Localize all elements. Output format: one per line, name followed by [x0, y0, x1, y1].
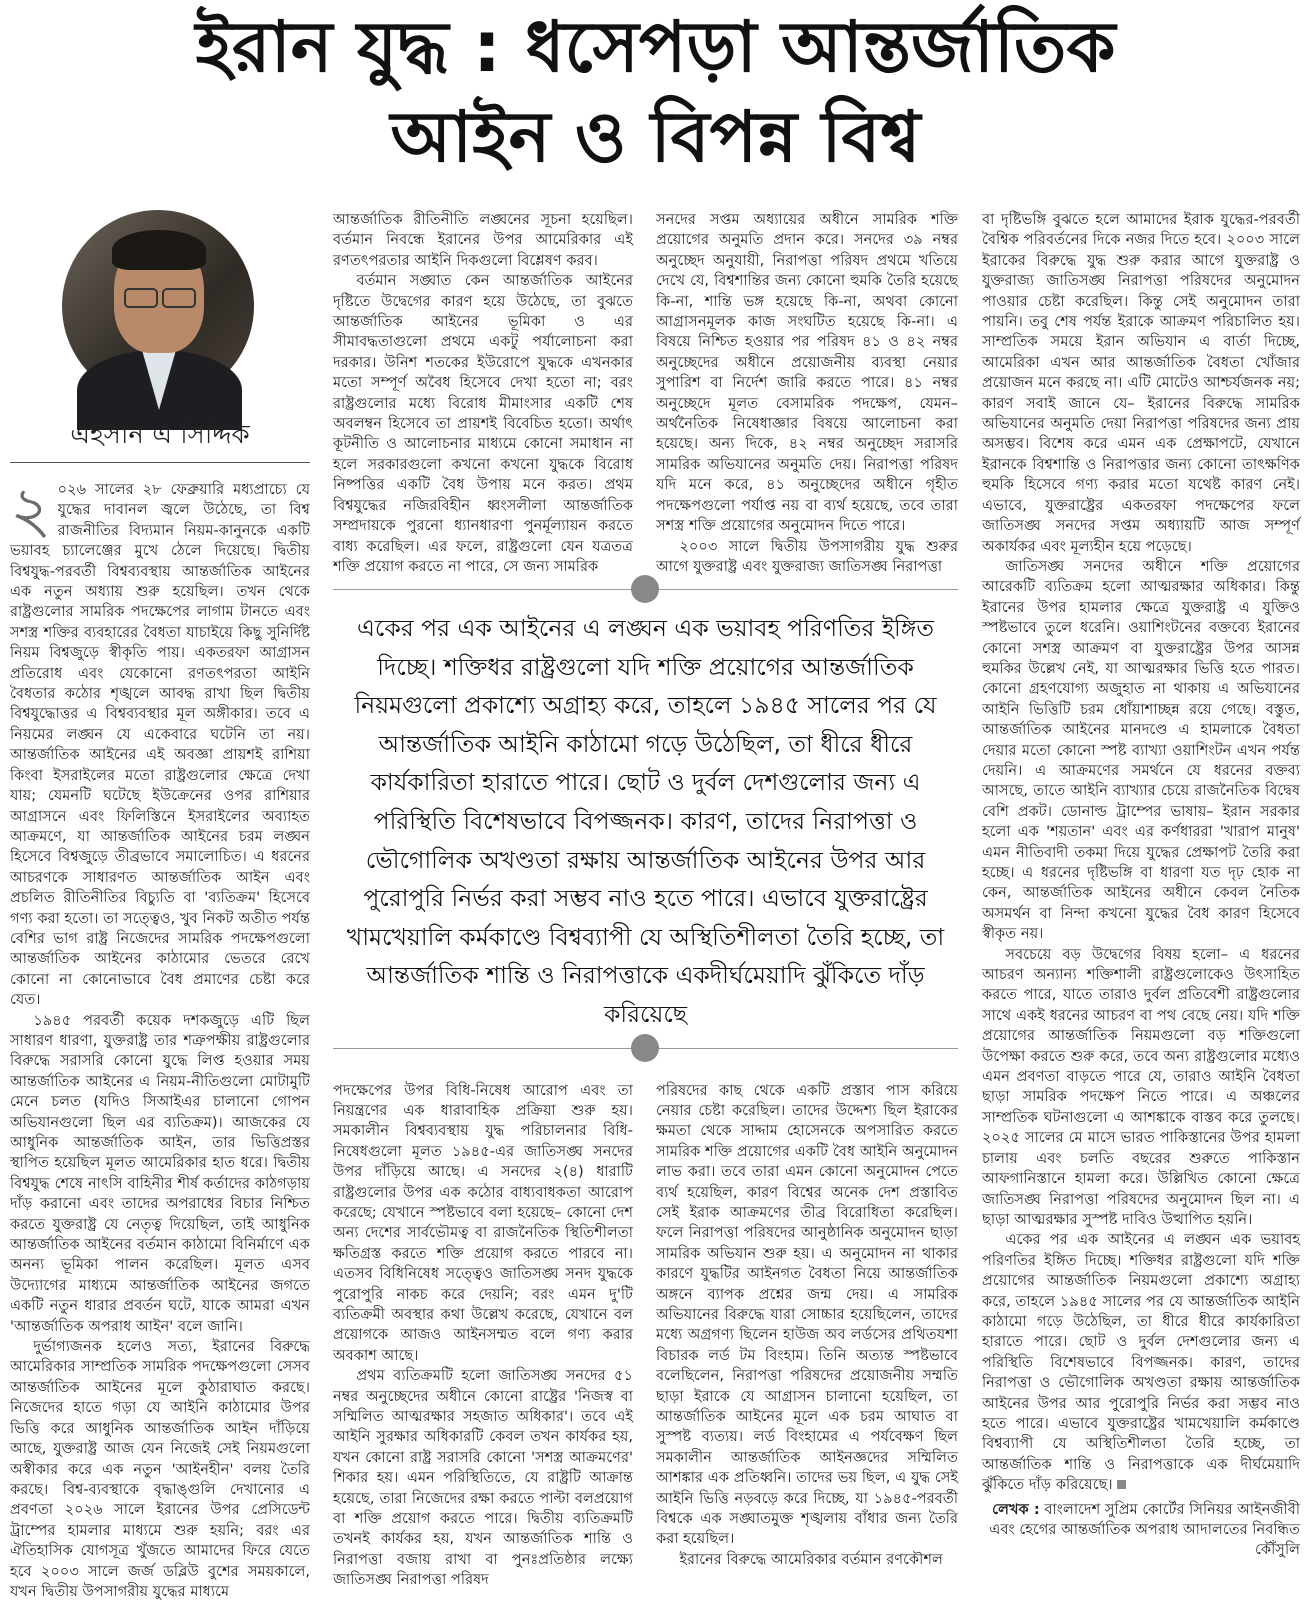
column-3-bottom	[656, 1081, 958, 1571]
glasses-left-icon	[124, 288, 158, 308]
middle-columns	[333, 210, 958, 1589]
paragraph: ১৯৪৫ পরবর্তী কয়েক দশকজুড়ে এটি ছিল সাধারণ ধারণা, যুক্তরাষ্ট্র তার শত্রুপক্ষীয় রাষ্ট্রগুলোর বিরুদ্ধে সরাসরি কোনো যুদ্ধে লিপ্ত হওয়ার সময় আন্তর্জাতিক আইনের এ নিয়ম-নীতিগুলো মোটামুটি মেনে চলত (যদিও সিআইএর চালানো গোপন অভিযানগুলো ছিল এর ব্যতিক্রম)। আজকের যে আধুনিক আন্তর্জাতিক আইন, তার ভিত্তিপ্রস্তর স্থাপিত হয়েছিল মূলত আমেরিকার হাত ধরে। দ্বিতীয় বিশ্বযুদ্ধ শেষে নাৎসি বাহিনীর শীর্ষ কর্তাদের কাঠগড়ায় দাঁড় করানো এবং তাদের অপরাধের বিচার নিশ্চিত করতে যুক্তরাষ্ট্র যে নেতৃত্ব দিয়েছিল, তাই আধুনিক আন্তর্জাতিক আইনের বর্তমান কাঠামো বিনির্মাণে এক অনন্য ভূমিকা পালন করেছিল। মূলত এসব উদ্যোগের মাধ্যমে আন্তর্জাতিক আইনের জগতে একটি নতুন ধারার প্রবর্তন ঘটে, যাকে আমরা এখন 'আন্তর্জাতিক অপরাধ আইন' বলে জানি।	[10, 1011, 310, 1335]
paragraph: সনদের সপ্তম অধ্যায়ের অধীনে সামরিক শক্তি প্রয়োগের অনুমতি প্রদান করে। সনদের ৩৯ নম্বর অনুচ্ছেদ অনুযায়ী, নিরাপত্তা পরিষদ প্রথমে খতিয়ে দেখে যে, বিশ্বশান্তির জন্য কোনো হুমকি তৈরি হয়েছে কি-না, শান্তি ভঙ্গ হয়েছে কি-না, অথবা কোনো আগ্রাসনমূলক কাজ সংঘটিত হয়েছে কি-না। এ বিষয়ে নিশ্চিত হওয়ার পর পরিষদ ৪১ ও ৪২ নম্বর অনুচ্ছেদের অধীনে প্রয়োজনীয় ব্যবস্থা নেয়ার সুপারিশ বা নির্দেশ জারি করতে পারে। ৪১ নম্বর অনুচ্ছেদে মূলত বেসামরিক পদক্ষেপ, যেমন– অর্থনৈতিক নিষেধাজ্ঞার বিষয়ে আলোচনা করা হয়েছে। অন্য দিকে, ৪২ নম্বর অনুচ্ছেদ সরাসরি সামরিক অভিযানের অনুমতি দেয়। নিরাপত্তা পরিষদ যদি মনে করে, ৪১ অনুচ্ছেদের অধীনে গৃহীত পদক্ষেপগুলো পর্যাপ্ত নয় বা ব্যর্থ হয়েছে, তবে তারা সশস্ত্র শক্তি প্রয়োগের অনুমোদন দিতে পারে।	[656, 211, 958, 535]
pull-quote-bottom-dot-icon	[631, 1034, 659, 1062]
article-body	[0, 200, 1311, 1600]
headline-line-1: ইরান যুদ্ধ : ধসেপড়া আন্তর্জাতিক	[195, 6, 1116, 88]
author-byline: এহসান এ সিদ্দিক	[70, 420, 250, 450]
pull-quote-text: একের পর এক আইনের এ লঙ্ঘন এক ভয়াবহ পরিণতির ইঙ্গিত দিচ্ছে। শক্তিধর রাষ্ট্রগুলো যদি শক্তি প্রয়োগের আন্তর্জাতিক নিয়মগুলো প্রকাশ্যে অগ্রাহ্য করে, তাহলে ১৯৪৫ সালের পর যে আন্তর্জাতিক আইনি কাঠামো গড়ে উঠেছিল, তা ধীরে ধীরে কার্যকারিতা হারাতে পারে। ছোট ও দুর্বল দেশগুলোর জন্য এ পরিস্থিতি বিশেষভাবে বিপজ্জনক। কারণ, তাদের নিরাপত্তা ও ভৌগোলিক অখণ্ডতা রক্ষায় আন্তর্জাতিক আইনের উপর আর পুরোপুরি নির্ভর করা সম্ভব নাও হতে পারে। এভাবে যুক্তরাষ্ট্রের খামখেয়ালি কর্মকাণ্ডে বিশ্বব্যাপী যে অস্থিতিশীলতা তৈরি হচ্ছে, তা আন্তর্জাতিক শান্তি ও নিরাপত্তাকে একদীর্ঘমেয়াদি ঝুঁকিতে দাঁড় করিয়েছে	[346, 614, 945, 1028]
author-photo	[62, 210, 254, 402]
headline	[0, 0, 1311, 200]
paragraph: সবচেয়ে বড় উদ্বেগের বিষয় হলো– এ ধরনের আচরণ অন্যান্য শক্তিশালী রাষ্ট্রগুলোকেও উৎসাহিত করতে পারে, যাতে তারাও দুর্বল প্রতিবেশী রাষ্ট্রগুলোর সাথে একই ধরনের আচরণ বা পথ বেছে নেয়। যদি শক্তি প্রয়োগের আন্তর্জাতিক নিয়মগুলো বড় শক্তিগুলো উপেক্ষা করতে শুরু করে, তবে অন্য রাষ্ট্রগুলোর মধ্যেও এমন প্রবণতা বাড়তে পারে যে, তারাও আইনি বৈধতা ছাড়া সামরিক পদক্ষেপ নিতে পারে। এ অঞ্চলের সাম্প্রতিক ঘটনাগুলো এ আশঙ্কাকে বাস্তব করে তুলছে। ২০২৫ সালের মে মাসে ভারত পাকিস্তানের উপর হামলা চালায় এবং চলতি বছরের শুরুতে পাকিস্তান আফগানিস্তানে হামলা করে। উল্লিখিত কোনো ক্ষেত্রে জাতিসঙ্ঘ নিরাপত্তা পরিষদের অনুমোদন ছিল না। এ ছাড়া আত্মরক্ষার সুস্পষ্ট দাবিও উত্থাপিত হয়নি।	[982, 945, 1300, 1228]
column-2-top	[333, 210, 633, 575]
column-2-bottom	[333, 1081, 633, 1589]
glasses-right-icon	[162, 288, 196, 308]
column-3-top	[656, 210, 958, 575]
paragraph: পদক্ষেপের উপর বিধি-নিষেধ আরোপ এবং তা নিয়ন্ত্রণের এক ধারাবাহিক প্রক্রিয়া শুরু হয়। সমকালীন বিশ্বব্যবস্থায় যুদ্ধ পরিচালনার বিধি-নিষেধগুলো মূলত ১৯৪৫-এর জাতিসঙ্ঘ সনদের উপর দাঁড়িয়ে আছে। এ সনদের ২(৪) ধারাটি রাষ্ট্রগুলোর উপর এক কঠোর বাধ্যবাধকতা আরোপ করেছে; যেখানে স্পষ্টভাবে বলা হয়েছে– কোনো দেশ অন্য দেশের সার্বভৌমত্ব বা রাজনৈতিক স্থিতিশীলতা ক্ষতিগ্রস্ত করতে শক্তি প্রয়োগ করতে পারবে না। এতসব বিধিনিষেধ সত্ত্বেও জাতিসঙ্ঘ সনদ যুদ্ধকে পুরোপুরি নাকচ করে দেয়নি; বরং এমন দু'টি ব্যতিক্রমী অবস্থার কথা উল্লেখ করেছে, যেখানে বল প্রয়োগকে আজও আইনসম্মত বলে গণ্য করার অবকাশ আছে।	[333, 1081, 633, 1364]
pull-quote-bottom-separator	[333, 1034, 958, 1062]
middle-bottom-row	[333, 1081, 958, 1589]
paragraph: ইরানের বিরুদ্ধে আমেরিকার বর্তমান রণকৌশল	[679, 1550, 943, 1568]
paragraph: বর্তমান সঙ্ঘাত কেন আন্তর্জাতিক আইনের দৃষ্টিতে উদ্বেগের কারণ হয়ে উঠেছে, তা বুঝতে আন্তর্জাতিক আইনের ভূমিকা ও এর সীমাবদ্ধতাগুলো প্রথমে একটু পর্যালোচনা করা দরকার। উনিশ শতকের ইউরোপে যুদ্ধকে এখনকার মতো সম্পূর্ণ অবৈধ হিসেবে দেখা হতো না; বরং রাষ্ট্রগুলোর মধ্যে বিরোধ মীমাংসার একটি শেষ অবলম্বন হিসেবে তা প্রায়শই বিবেচিত হতো। অর্থাৎ কূটনীতি ও আলোচনার মাধ্যমে কোনো সমাধান না হলে সরকারগুলো কখনো কখনো যুদ্ধকে বিরোধ নিষ্পত্তির একটি বৈধ উপায় মনে করত। প্রথম বিশ্বযুদ্ধের নজিরবিহীন ধ্বংসলীলা আন্তর্জাতিক সম্প্রদায়কে পুরনো ধ্যানধারণা পুনর্মূল্যায়ন করতে বাধ্য করেছিল। এর ফলে, রাষ্ট্রগুলো যেন যত্রতত্র শক্তি প্রয়োগ করতে না পারে, সে জন্য সামরিক	[333, 272, 633, 575]
author-note	[982, 1500, 1300, 1561]
pull-quote-top-dot-icon	[631, 575, 659, 603]
middle-top-row	[333, 210, 958, 575]
paragraph: প্রথম ব্যতিক্রমটি হলো জাতিসঙ্ঘ সনদের ৫১ নম্বর অনুচ্ছেদের অধীনে কোনো রাষ্ট্রের 'নিজস্ব বা সম্মিলিত আত্মরক্ষার সহজাত অধিকার'। তবে এই আইনি সুরক্ষার অধিকারটি কেবল তখন কার্যকর হয়, যখন কোনো রাষ্ট্র সরাসরি কোনো 'সশস্ত্র আক্রমণের' শিকার হয়। এমন পরিস্থিতিতে, যে রাষ্ট্রটি আক্রান্ত হয়েছে, তারা নিজেদের রক্ষা করতে পাল্টা বলপ্রয়োগ বা শক্তি প্রয়োগ করতে পারে। দ্বিতীয় ব্যতিক্রমটি তখনই কার্যকর হয়, যখন আন্তর্জাতিক শান্তি ও নিরাপত্তা বজায় রাখা বা পুনঃপ্রতিষ্ঠার লক্ষ্যে জাতিসঙ্ঘ নিরাপত্তা পরিষদ	[333, 1367, 633, 1589]
byline-divider	[10, 462, 310, 463]
paragraph: জাতিসঙ্ঘ সনদের অধীনে শক্তি প্রয়োগের আরেকটি ব্যতিক্রম হলো আত্মরক্ষার অধিকার। কিন্তু ইরানের উপর হামলার ক্ষেত্রে যুক্তরাষ্ট্র এ যুক্তিও স্পষ্টভাবে তুলে ধরেনি। ওয়াশিংটনের বক্তব্যে ইরানের কোনো সশস্ত্র আক্রমণ বা যুক্তরাষ্ট্রের উপর আসন্ন হুমকির উল্লেখ নেই, যা আত্মরক্ষার ভিত্তি হতে পারত। কোনো গ্রহণযোগ্য অজুহাত না থাকায় এ অভিযানের আইনি ভিত্তিটি চরম ধোঁয়াশাচ্ছন্ন রয়ে গেছে। বস্তুত, আন্তর্জাতিক আইনের মানদণ্ডে এ হামলাকে বৈধতা দেয়ার মতো কোনো স্পষ্ট ব্যাখ্যা ওয়াশিংটন এখন পর্যন্ত দেয়নি। এ আক্রমণের সমর্থনে যে ধরনের বক্তব্য আসছে, তাতে আইনি ব্যাখ্যার চেয়ে রাজনৈতিক বিদ্বেষ বেশি প্রকট। ডোনাল্ড ট্রাম্পের ভাষায়– ইরান সরকার হলো এক 'শয়তান' এবং এর কর্ণধাররা 'খারাপ মানুষ' এমন নীতিবাদী তকমা দিয়ে যুদ্ধের প্রেক্ষাপট তৈরি করা হচ্ছে। এ ধরনের দৃষ্টিভঙ্গি বা ধারণা যত দৃঢ় হোক না কেন, আন্তর্জাতিক আইনের অধীনে কেবল নৈতিক অসমর্থন বা নিন্দা কখনো যুদ্ধের বৈধ কারণ হিসেবে স্বীকৃত নয়।	[982, 557, 1300, 943]
column-4	[982, 210, 1300, 1565]
paragraph: পরিষদের কাছ থেকে একটি প্রস্তাব পাস করিয়ে নেয়ার চেষ্টা করেছিল। তাদের উদ্দেশ্য ছিল ইরাকের ক্ষমতা থেকে সাদ্দাম হোসেনকে অপসারিত করতে সামরিক শক্তি প্রয়োগের একটি বৈধ আইনি অনুমোদন লাভ করা। তবে তারা এমন কোনো অনুমোদন পেতে ব্যর্থ হয়েছিল, কারণ বিশ্বের অনেক দেশ প্রস্তাবিত সেই ইরাক আক্রমণের তীব্র বিরোধিতা করেছিল। ফলে নিরাপত্তা পরিষদের আনুষ্ঠানিক অনুমোদন ছাড়া সামরিক অভিযান শুরু হয়। এ অনুমোদন না থাকার কারণে যুদ্ধটির আইনগত বৈধতা নিয়ে আন্তর্জাতিক অঙ্গনে ব্যাপক প্রশ্নের জন্ম দেয়। এ সামরিক অভিযানের বিরুদ্ধে যারা সোচ্চার হয়েছিলেন, তাদের মধ্যে অগ্রগণ্য ছিলেন হাউজ অব লর্ডসের প্রথিতযশা বিচারক লর্ড টম বিংহাম। তিনি অত্যন্ত স্পষ্টভাবে বলেছিলেন, নিরাপত্তা পরিষদের প্রয়োজনীয় সম্মতি ছাড়া ইরাকে যে আগ্রাসন চালানো হয়েছিল, তা আন্তর্জাতিক আইনের মূলে এক চরম আঘাত বা সুস্পষ্ট ব্যত্যয়। লর্ড বিংহামের এ পর্যবেক্ষণ ছিল সমকালীন আন্তর্জাতিক আইনজ্ঞদের সম্মিলিত আশঙ্কার এক প্রতিধ্বনি। তাদের ভয় ছিল, এ যুদ্ধ সেই আইনি ভিত্তি নড়বড়ে করে দিচ্ছে, যা ১৯৪৫-পরবর্তী বিশ্বকে এক সঙ্ঘাতমুক্ত শৃঙ্খলায় বাঁধার জন্য তৈরি করা হয়েছিল।	[656, 1081, 958, 1548]
paragraph: দুর্ভাগ্যজনক হলেও সত্য, ইরানের বিরুদ্ধে আমেরিকার সাম্প্রতিক সামরিক পদক্ষেপগুলো সেসব আন্তর্জাতিক আইনের মূলে কুঠারাঘাত করছে। নিজেদের হাতে গড়া যে আইনি কাঠামোর উপর ভিত্তি করে আধুনিক আন্তর্জাতিক আইন দাঁড়িয়ে আছে, যুক্তরাষ্ট্র আজ যেন নিজেই সেই নিয়মগুলো অস্বীকার করে এক নতুন 'আইনহীন' বলয় তৈরি করছে। বিশ্ব-ব্যবস্থাকে বৃদ্ধাঙ্গুলি দেখানোর এ প্রবণতা ২০২৬ সালে ইরানের উপর প্রেসিডেন্ট ট্রাম্পের হামলার মাধ্যমে শুরু হয়নি; বরং এর ঐতিহাসিক যোগসূত্র খুঁজতে আমাদের ফিরে যেতে হবে ২০০৩ সালে জর্জ ডব্লিউ বুশের সময়কালে, যখন দ্বিতীয় উপসাগরীয় যুদ্ধের মাধ্যমে	[10, 1338, 310, 1600]
paragraph: ০২৬ সালের ২৮ ফেব্রুয়ারি মধ্যপ্রাচ্যে যে যুদ্ধের দাবানল জ্বলে উঠেছে, তা বিশ্ব রাজনীতির বিদ্যমান নিয়ম-কানুনকে একটি ভয়াবহ চ্যালেঞ্জের মুখে ঠেলে দিয়েছে। দ্বিতীয় বিশ্বযুদ্ধ-পরবর্তী বিশ্বব্যবস্থায় আন্তর্জাতিক আইনের এক নতুন অধ্যায় শুরু হয়েছিল। তখন থেকে রাষ্ট্রগুলোর সামরিক পদক্ষেপের লাগাম টানতে এবং সশস্ত্র শক্তির ব্যবহারের বৈধতা যাচাইয়ে কিছু সুনির্দিষ্ট নিয়ম বিশ্বজুড়ে স্বীকৃতি পায়। একতরফা আগ্রাসন প্রতিরোধ এবং যেকোনো রণতৎপরতা আইনি বৈধতার কঠোর শৃঙ্খলে আবদ্ধ রাখা ছিল দ্বিতীয় বিশ্বযুদ্ধোত্তর এ বিশ্বব্যবস্থার মূল অঙ্গীকার। তবে এ নিয়মের লঙ্ঘন যে একেবারে ঘটেনি তা নয়। আন্তর্জাতিক আইনের এই অবজ্ঞা প্রায়শই রাশিয়া কিংবা ইসরাইলের মতো রাষ্ট্রগুলোর ক্ষেত্রে দেখা যায়; যেমনটি ঘটেছে ইউক্রেনের ওপর রাশিয়ার আগ্রাসনে এবং ফিলিস্তিনে ইসরাইলের অব্যাহত আক্রমণে, যা আন্তর্জাতিক আইনের চরম লঙ্ঘন হিসেবে বিশ্বজুড়ে তীব্রভাবে সমালোচিত। এ ধরনের আচরণকে সাধারণত আন্তর্জাতিক আইন এবং প্রচলিত রীতিনীতির বিচ্যুতি বা 'ব্যতিক্রম' হিসেবে গণ্য করা হতো। তা সত্ত্বেও, খুব নিকট অতীত পর্যন্ত বেশির ভাগ রাষ্ট্র নিজেদের সামরিক পদক্ষেপগুলো আন্তর্জাতিক আইনের কাঠামোর ভেতরে রেখে কোনো না কোনোভাবে বৈধ প্রমাণের চেষ্টা করে যেত।	[10, 481, 310, 1009]
drop-cap: ২	[10, 474, 52, 548]
author-note-text: বাংলাদেশ সুপ্রিম কোর্টের সিনিয়র আইনজীবী এবং হেগের আন্তর্জাতিক অপরাধ আদালতের নিবন্ধিত কৌঁসুলি	[989, 1500, 1300, 1559]
paragraph: বা দৃষ্টিভঙ্গি বুঝতে হলে আমাদের ইরাক যুদ্ধের-পরবর্তী বৈশ্বিক পরিবর্তনের দিকে নজর দিতে হবে। ২০০৩ সালে ইরাকের বিরুদ্ধে যুদ্ধ শুরু করার আগে যুক্তরাষ্ট্র ও যুক্তরাজ্য জাতিসঙ্ঘ নিরাপত্তা পরিষদের অনুমোদন পাওয়ার চেষ্টা করেছিল। কিন্তু সেই অনুমোদন তারা পায়নি। তবু শেষ পর্যন্ত ইরাকে আক্রমণ পরিচালিত হয়। সাম্প্রতিক সময়ে ইরান অভিযান এ বার্তা দিচ্ছে, আমেরিকা এখন আর আন্তর্জাতিক বৈধতা খোঁজার প্রয়োজন মনে করছে না। এটি মোটেও আশ্চর্যজনক নয়; কারণ সবাই জানে যে– ইরানের বিরুদ্ধে সামরিক অভিযানের অনুমতি দেয়া নিরাপত্তা পরিষদের জন্য প্রায় অসম্ভব। বিশেষ করে এমন এক প্রেক্ষাপটে, যেখানে ইরানকে বিশ্বশান্তি ও নিরাপত্তার জন্য কোনো তাৎক্ষণিক হুমকি হিসেবে গণ্য করার মতো যথেষ্ট কারণ নেই। এভাবে, যুক্তরাষ্ট্রের একতরফা পদক্ষেপের ফলে জাতিসঙ্ঘ সনদের সপ্তম অধ্যায়টি আজ সম্পূর্ণ অকার্যকর এবং মূল্যহীন হয়ে পড়েছে।	[982, 211, 1300, 555]
column-1	[10, 474, 310, 1600]
headline-line-2: আইন ও বিপন্ন বিশ্ব	[390, 96, 921, 178]
photo-hair-shape	[112, 230, 206, 270]
author-note-label: লেখক :	[992, 1500, 1040, 1518]
paragraph: ২০০৩ সালে দ্বিতীয় উপসাগরীয় যুদ্ধ শুরুর আগে যুক্তরাষ্ট্র এবং যুক্তরাজ্য জাতিসঙ্ঘ নিরাপত্তা	[656, 537, 958, 575]
end-mark-icon	[1117, 1480, 1126, 1489]
paragraph: একের পর এক আইনের এ লঙ্ঘন এক ভয়াবহ পরিণতির ইঙ্গিত দিচ্ছে। শক্তিধর রাষ্ট্রগুলো যদি শক্তি প্রয়োগের আন্তর্জাতিক নিয়মগুলো প্রকাশ্যে অগ্রাহ্য করে, তাহলে ১৯৪৫ সালের পর যে আন্তর্জাতিক আইনি কাঠামো গড়ে উঠেছিল, তা ধীরে ধীরে কার্যকারিতা হারাতে পারে। ছোট ও দুর্বল দেশগুলোর জন্য এ পরিস্থিতি বিশেষভাবে বিপজ্জনক। কারণ, তাদের নিরাপত্তা ও ভৌগোলিক অখণ্ডতা রক্ষায় আন্তর্জাতিক আইনের উপর আর পুরোপুরি নির্ভর করা সম্ভব নাও হতে পারে। এভাবে যুক্তরাষ্ট্রের খামখেয়ালি কর্মকাণ্ডে বিশ্বব্যাপী যে অস্থিতিশীলতা তৈরি হচ্ছে, তা আন্তর্জাতিক শান্তি ও নিরাপত্তাকে এক দীর্ঘমেয়াদি ঝুঁকিতে দাঁড় করিয়েছে।	[982, 1231, 1300, 1494]
pull-quote-top-separator	[333, 575, 958, 603]
pull-quote	[340, 609, 951, 1034]
paragraph: আন্তর্জাতিক রীতিনীতি লঙ্ঘনের সূচনা হয়েছিল। বর্তমান নিবন্ধে ইরানের উপর আমেরিকার এই রণতৎপরতার আইনি দিকগুলো বিশ্লেষণ করব।	[333, 211, 633, 269]
